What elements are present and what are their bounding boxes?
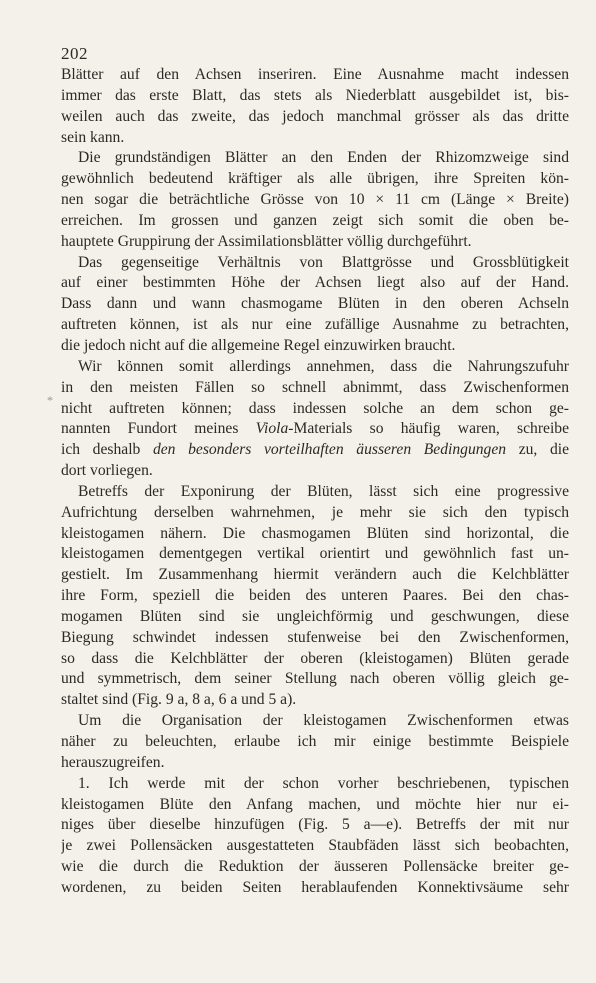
- text-line: wie die durch die Reduktion der äusseren Pollensäcke breiter ge-: [61, 858, 569, 876]
- text-line: Blätter auf den Achsen inseriren. Eine Ausnahme macht indessen: [61, 66, 569, 83]
- text-line: näher zu beleuchten, erlaube ich mir einige bestimmte Beispiele: [61, 733, 569, 750]
- text-span: nannten Fundort meines: [61, 420, 256, 438]
- text-span: ich deshalb: [61, 441, 153, 459]
- italic-text: Viola: [255, 420, 289, 438]
- text-line: und symmetrisch, dem seiner Stellung nach oberen völlig gleich ge-: [61, 670, 569, 688]
- italic-text: den besonders vorteilhaften äusseren Bedingungen: [152, 441, 507, 459]
- text-line: Betreffs der Exponirung der Blüten, lässt sich eine progressive: [78, 482, 569, 500]
- text-span: -Materials so häufig waren, schreibe: [288, 420, 569, 438]
- text-line: staltet sind (Fig. 9 a, 8 a, 6 a und 5 a).: [61, 691, 297, 709]
- text-line: Dass dann und wann chasmogame Blüten in den oberen Achseln: [61, 295, 569, 313]
- text-line: Um die Organisation der kleistogamen Zwischenformen etwas: [78, 712, 569, 730]
- text-line: gewöhnlich bedeutend kräftiger als alle übrigen, ihre Spreiten kön-: [61, 170, 569, 188]
- text-line: Biegung schwindet indessen stufenweise bei den Zwischenformen,: [61, 628, 569, 646]
- text-span: zu, die: [506, 441, 569, 459]
- text-line: Das gegenseitige Verhältnis von Blattgrösse und Grossblütigkeit: [78, 253, 569, 271]
- text-line: [61, 440, 569, 461]
- text-line: nicht auftreten können; dass indessen solche an dem schon ge-: [61, 399, 569, 417]
- text-line: auf einer bestimmten Höhe der Achsen liegt also auf der Hand.: [61, 274, 569, 292]
- text-line: hauptete Gruppirung der Assimilationsblätter völlig durchgeführt.: [61, 232, 472, 250]
- text-line: kleistogamen nähern. Die chasmogamen Blüten sind horizontal, die: [61, 524, 569, 542]
- text-line: immer das erste Blatt, das stets als Niederblatt ausgebildet ist, bis-: [61, 86, 569, 104]
- text-line: die jedoch nicht auf die allgemeine Regel einzuwirken braucht.: [61, 336, 456, 354]
- body-text: [61, 65, 569, 899]
- text-line: kleistogamen Blüte den Anfang machen, und möchte hier nur ei-: [61, 795, 569, 813]
- text-line: [61, 419, 569, 440]
- text-line: herauszugreifen.: [61, 753, 165, 771]
- text-line: wordenen, zu beiden Seiten herablaufenden Konnektivsäume sehr: [61, 878, 569, 896]
- text-line: ihre Form, speziell die beiden des unteren Paares. Bei den chas-: [61, 587, 569, 605]
- text-line: weilen auch das zweite, das jedoch manchmal grösser als das dritte: [61, 107, 569, 125]
- text-line: erreichen. Im grossen und ganzen zeigt sich somit die oben be-: [61, 211, 569, 229]
- page-number: 202: [61, 44, 88, 63]
- text-line: sein kann.: [61, 128, 125, 146]
- margin-mark: *: [47, 393, 53, 407]
- text-line: Aufrichtung derselben wahrnehmen, je mehr sie sich den typisch: [61, 503, 569, 521]
- text-line: auftreten können, ist als nur eine zufällige Ausnahme zu betrachten,: [61, 316, 569, 334]
- text-line: 1. Ich werde mit der schon vorher beschriebenen, typischen: [78, 774, 569, 792]
- text-line: Die grundständigen Blätter an den Enden der Rhizomzweige sind: [78, 149, 569, 167]
- text-line: nen sogar die beträchtliche Grösse von 10 × 11 cm (Länge × Breite): [61, 191, 569, 209]
- text-line: kleistogamen dementgegen vertikal orientirt und gewöhnlich fast un-: [61, 545, 569, 563]
- text-line: dort vorliegen.: [61, 462, 153, 480]
- text-line: mogamen Blüten sind sie ungleichförmig und geschwungen, diese: [61, 607, 569, 625]
- text-line: je zwei Pollensäcken ausgestatteten Staubfäden lässt sich beobachten,: [61, 837, 569, 855]
- text-line: gestielt. Im Zusammenhang hiermit verändern auch die Kelchblätter: [61, 566, 569, 584]
- text-line: in den meisten Fällen so schnell abnimmt, dass Zwischenformen: [61, 378, 569, 396]
- text-line: so dass die Kelchblätter der oberen (kleistogamen) Blüten gerade: [61, 649, 569, 667]
- text-line: niges über dieselbe hinzufügen (Fig. 5 a—e). Betreffs der mit nur: [61, 816, 569, 834]
- text-line: Wir können somit allerdings annehmen, dass die Nahrungszufuhr: [78, 357, 569, 375]
